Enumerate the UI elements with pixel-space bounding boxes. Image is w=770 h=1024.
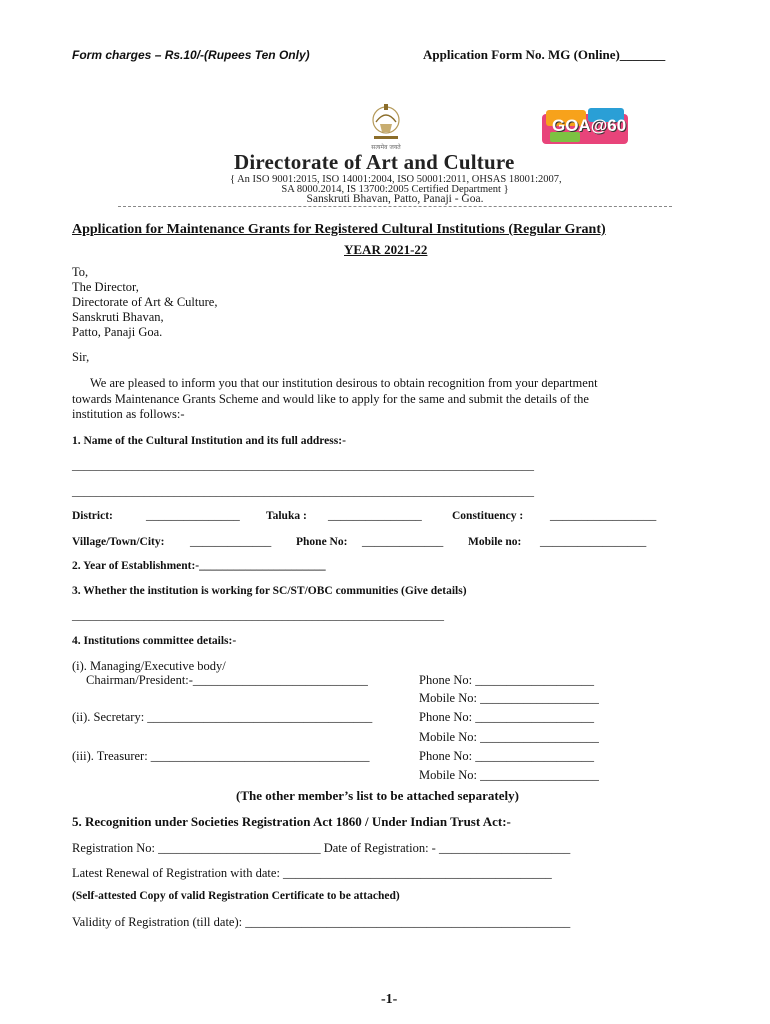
address-line: Patto, Panaji Goa. <box>72 325 163 339</box>
members-list-note: (The other member’s list to be attached separately) <box>236 788 519 803</box>
mobile-field[interactable]: _________________ <box>540 534 647 548</box>
attach-certificate-note: (Self-attested Copy of valid Registration Certificate to be attached) <box>72 890 400 902</box>
section-1-heading: 1. Name of the Cultural Institution and its full address:- <box>72 435 346 447</box>
iso-line-1: { An ISO 9001:2015, ISO 14001:2004, ISO 50001:2011, OHSAS 18001:2007, <box>230 174 562 185</box>
district-label: District: <box>72 510 113 522</box>
validity-field[interactable]: Validity of Registration (till date): ____________________________________________________ <box>72 915 571 929</box>
intro-line: We are pleased to inform you that our institution desirous to obtain recognition from your department <box>90 376 598 390</box>
page-number: -1- <box>381 992 398 1007</box>
constituency-label: Constituency : <box>452 510 524 522</box>
renewal-date-field[interactable]: Latest Renewal of Registration with date: ___________________________________________ <box>72 866 552 880</box>
application-form-no: Application Form No. MG (Online)_______ <box>423 47 666 62</box>
village-label: Village/Town/City: <box>72 536 165 548</box>
chairman-field[interactable]: Chairman/President:-____________________________ <box>86 673 368 687</box>
goa-logo-text: GOA@60 <box>552 116 627 135</box>
form-title: Application for Maintenance Grants for Registered Cultural Institutions (Regular Grant) <box>72 222 606 237</box>
intro-line: institution as follows:- <box>72 407 185 421</box>
treasurer-phone-field[interactable]: Phone No: ___________________ <box>419 749 594 763</box>
secretary-mobile-field[interactable]: Mobile No: ___________________ <box>419 730 599 744</box>
iso-line-2: SA 8000.2014, IS 13700:2005 Certified Department } <box>281 184 509 195</box>
form-year: YEAR 2021-22 <box>344 242 428 257</box>
salutation: Sir, <box>72 350 90 364</box>
form-charges: Form charges – Rs.10/-(Rupees Ten Only) <box>72 48 310 62</box>
section-3-heading: 3. Whether the institution is working for SC/ST/OBC communities (Give details) <box>72 585 467 597</box>
address-line: The Director, <box>72 280 139 294</box>
treasurer-field[interactable]: (iii). Treasurer: ___________________________________ <box>72 749 370 763</box>
org-name: Directorate of Art and Culture <box>234 150 515 174</box>
address-line: Sanskruti Bhavan, <box>72 310 164 324</box>
section-5-heading: 5. Recognition under Societies Registration Act 1860 / Under Indian Trust Act:- <box>72 814 511 829</box>
registration-no-field[interactable]: Registration No: __________________________ Date of Registration: - _____________________ <box>72 841 571 855</box>
secretary-phone-field[interactable]: Phone No: ___________________ <box>419 710 594 724</box>
phone-field[interactable]: _____________ <box>362 534 444 548</box>
institution-name-line-1[interactable]: _____________________________________________________________________________ <box>72 458 534 472</box>
sc-st-obc-details-line[interactable]: ______________________________________________________________ <box>72 608 444 622</box>
treasurer-mobile-field[interactable]: Mobile No: ___________________ <box>419 768 599 782</box>
address-line: To, <box>72 265 89 279</box>
district-field[interactable]: _______________ <box>146 508 240 522</box>
phone-label: Phone No: <box>296 536 348 548</box>
chairman-mobile-field[interactable]: Mobile No: ___________________ <box>419 691 599 705</box>
intro-line: towards Maintenance Grants Scheme and would like to apply for the same and submit the details of the <box>72 392 589 406</box>
state-emblem-icon <box>360 100 412 152</box>
header-divider <box>118 206 672 207</box>
taluka-field[interactable]: _______________ <box>328 508 422 522</box>
section-4-heading: 4. Institutions committee details:- <box>72 635 237 647</box>
chairman-phone-field[interactable]: Phone No: ___________________ <box>419 673 594 687</box>
constituency-field[interactable]: _________________ <box>550 508 657 522</box>
taluka-label: Taluka : <box>266 510 307 522</box>
section-2-heading[interactable]: 2. Year of Establishment:-______________________ <box>72 560 326 572</box>
goa-at-60-logo <box>542 106 628 148</box>
org-address: Sanskruti Bhavan, Patto, Panaji - Goa. <box>306 193 484 205</box>
secretary-field[interactable]: (ii). Secretary: ____________________________________ <box>72 710 373 724</box>
institution-name-line-2[interactable]: _____________________________________________________________________________ <box>72 484 534 498</box>
address-line: Directorate of Art & Culture, <box>72 295 218 309</box>
emblem-text: सत्यमेव जयते <box>371 144 401 151</box>
village-field[interactable]: _____________ <box>190 534 272 548</box>
mobile-label: Mobile no: <box>468 536 522 548</box>
managing-body-label: (i). Managing/Executive body/ <box>72 659 226 673</box>
